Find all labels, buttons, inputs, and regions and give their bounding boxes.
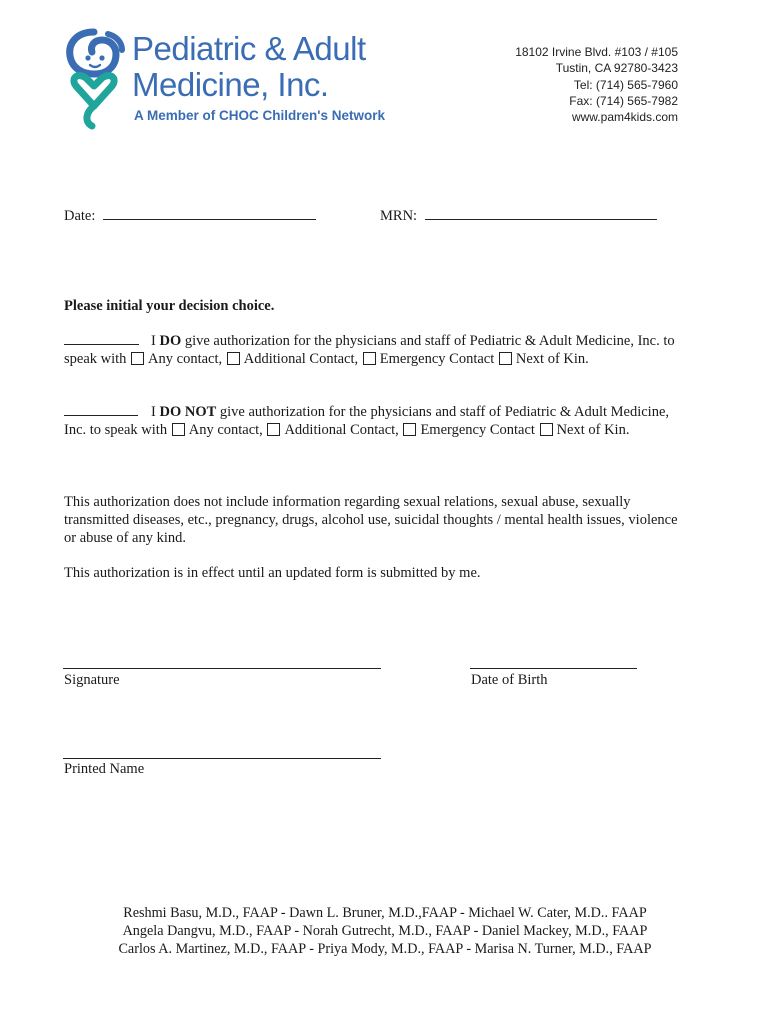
do-not-next-of-kin-checkbox[interactable] [540,423,553,436]
do-any-contact-checkbox[interactable] [131,352,144,365]
address-tel: Tel: (714) 565-7960 [573,77,678,92]
physician-list [0,904,770,958]
physician-line: Reshmi Basu, M.D., FAAP - Dawn L. Bruner, M.D.,FAAP - Michael W. Cater, M.D.. FAAP [123,905,647,921]
do-text: give authorization for the physicians and staff of Pediatric & Adult Medicine, Inc. to [181,333,675,349]
dob-line[interactable] [470,668,637,669]
clinic-address [515,44,678,125]
mrn-input-line[interactable] [425,207,657,220]
do-emergency-contact-checkbox[interactable] [363,352,376,365]
do-not-any-contact-label: Any contact, [188,422,263,438]
mrn-label: MRN: [380,208,418,224]
do-additional-contact-checkbox[interactable] [227,352,240,365]
logo-name-line2: Medicine, Inc. [132,66,329,103]
do-not-emergency-contact-checkbox[interactable] [403,423,416,436]
do-not-prefix: Inc. to speak with [64,422,168,438]
logo-tagline: A Member of CHOC Children's Network [134,108,385,123]
address-fax: Fax: (714) 565-7982 [569,93,678,108]
disclaimer-line: transmitted diseases, etc., pregnancy, drugs, alcohol use, suicidal thoughts / mental health issues, violence [64,512,678,528]
address-city: Tustin, CA 92780-3423 [555,61,678,76]
date-field [64,207,316,225]
address-street: 18102 Irvine Blvd. #103 / #105 [515,45,678,59]
do-additional-contact-label: Additional Contact, [243,351,359,367]
instruction-text: Please initial your decision choice. [64,298,275,314]
company-logo [64,28,404,138]
date-input-line[interactable] [103,207,316,220]
printed-name-line[interactable] [63,758,381,759]
disclaimer-line: or abuse of any kind. [64,530,187,546]
do-not-additional-contact-label: Additional Contact, [284,422,399,438]
do-not-initial-line[interactable] [64,403,138,416]
do-next-of-kin-label: Next of Kin. [515,351,589,367]
disclaimer-paragraph [64,493,714,547]
option-do-not [64,403,714,439]
address-web: www.pam4kids.com [571,110,678,125]
mrn-field [380,207,657,225]
do-lead: I [151,333,160,349]
do-prefix: speak with [64,351,127,367]
do-not-next-of-kin-label: Next of Kin. [556,422,630,438]
do-emergency-contact-label: Emergency Contact [379,351,495,367]
do-not-emergency-contact-label: Emergency Contact [420,422,535,438]
do-not-emphasis: DO NOT [159,404,217,420]
physician-line: Carlos A. Martinez, M.D., FAAP - Priya Mody, M.D., FAAP - Marisa N. Turner, M.D., FAAP [118,941,652,957]
do-not-lead: I [151,404,160,420]
do-any-contact-label: Any contact, [148,351,223,367]
effect-note: This authorization is in effect until an updated form is submitted by me. [64,565,481,581]
option-do [64,332,714,368]
date-label: Date: [64,208,96,224]
signature-line[interactable] [63,668,381,669]
do-not-additional-contact-checkbox[interactable] [267,423,280,436]
do-next-of-kin-checkbox[interactable] [499,352,512,365]
signature-label: Signature [64,672,120,688]
disclaimer-line: This authorization does not include information regarding sexual relations, sexual abuse, sexually [64,494,631,510]
do-not-text: give authorization for the physicians and staff of Pediatric & Adult Medicine, [216,404,670,420]
physician-line: Angela Dangvu, M.D., FAAP - Norah Gutrecht, M.D., FAAP - Daniel Mackey, M.D., FAAP [122,923,648,939]
logo-name-line1: Pediatric & Adult [132,30,366,67]
printed-name-label: Printed Name [64,761,145,777]
child-heart-logo-icon [64,28,128,132]
do-emphasis: DO [159,333,182,349]
dob-label: Date of Birth [471,672,548,688]
do-initial-line[interactable] [64,332,139,345]
do-not-any-contact-checkbox[interactable] [172,423,185,436]
